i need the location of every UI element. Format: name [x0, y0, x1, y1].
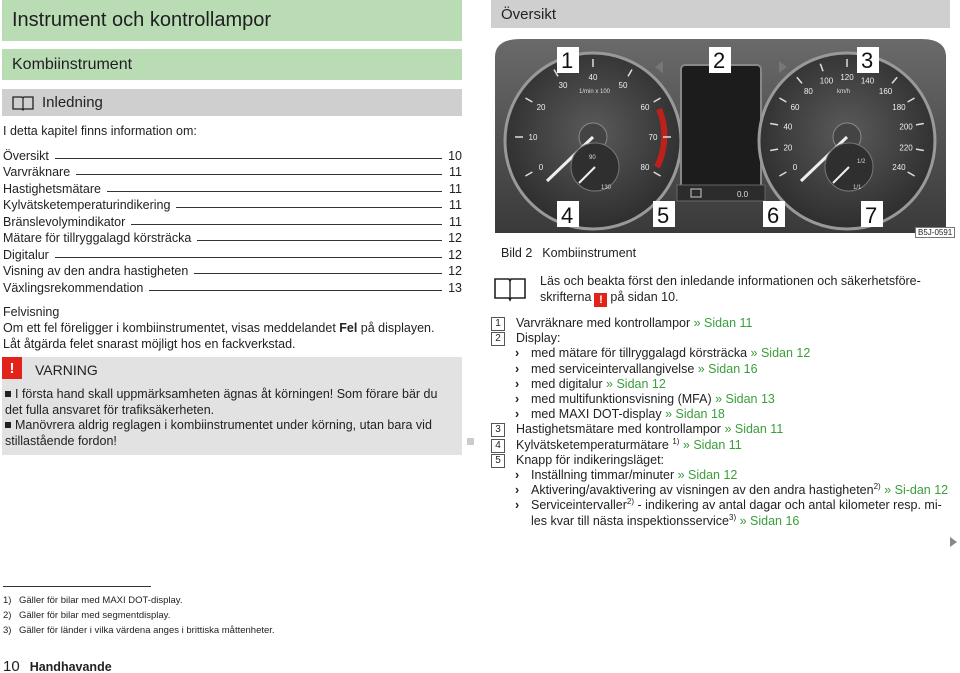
figure-code: B5J-0591	[915, 227, 955, 238]
fault-section	[3, 304, 462, 352]
page-link[interactable]: » Sidan 16	[697, 361, 758, 376]
legend-item	[491, 422, 951, 437]
legend-number: 4	[491, 439, 505, 453]
bullet-square-icon	[5, 391, 11, 397]
page-link[interactable]: » Sidan 11	[693, 316, 753, 330]
legend-item	[491, 331, 951, 346]
toc-label: Växlingsrekommendation	[3, 280, 144, 295]
warning-icon: !	[2, 357, 22, 379]
page-link[interactable]: » Sidan 11	[724, 422, 784, 437]
speedometer-unit: km/h	[837, 89, 851, 95]
intro-heading: Inledning	[42, 94, 103, 111]
warning-item	[5, 418, 457, 449]
instrument-cluster-figure	[491, 37, 950, 237]
svg-text:4: 4	[561, 203, 574, 228]
legend-number: 1	[491, 317, 505, 331]
gauge-tick-label: 20	[783, 143, 793, 153]
legend-subitem	[491, 377, 951, 392]
subitem-text: med serviceintervallangivelse	[531, 361, 698, 376]
tachometer-unit: 1/min x 100	[579, 89, 611, 95]
toc-leader	[76, 174, 442, 175]
callout-2	[709, 47, 731, 73]
bullet-square-icon	[5, 422, 11, 428]
gauge-tick-label: 10	[528, 133, 538, 142]
legend-item	[491, 438, 951, 453]
footnote-ref: 3)	[729, 512, 737, 522]
svg-text:2: 2	[713, 48, 726, 73]
legend-text: Varvräknare med kontrollampor	[516, 316, 694, 330]
read-note-page: på sidan 10.	[610, 289, 679, 304]
toc-leader	[194, 273, 442, 274]
caption-title: Kombiinstrument	[542, 246, 637, 260]
footer-section: Handhavande	[29, 660, 112, 673]
legend-list	[491, 316, 951, 529]
fault-text-end: på displayen.	[357, 321, 435, 335]
overview-heading-band	[491, 0, 950, 28]
toc-leader	[55, 158, 442, 159]
page-link[interactable]: » Sidan 12	[606, 376, 666, 391]
overview-heading: Översikt	[501, 5, 557, 23]
continue-arrow-icon	[950, 537, 957, 547]
subitem-text: Aktivering/avaktivering av visningen av den andra hastigheten	[531, 483, 874, 498]
gauge-tick-label: 160	[878, 87, 893, 97]
toc-label: Kylvätsketemperaturindikering	[3, 198, 171, 212]
warning-item-text: I första hand skall uppmärksamheten ägnas åt körningen! Som förare bär du det fulla ansvaret för trafiksäkerheten.	[5, 387, 438, 417]
gauge-tick-label: 100	[819, 76, 834, 86]
gauge-tick-label: 80	[803, 87, 813, 97]
page-link[interactable]: » Sidan 16	[736, 513, 800, 528]
page-footer	[3, 658, 112, 673]
odometer-panel	[677, 185, 765, 201]
subitem-text-cont: - indikering av antal dagar och antal kilometer resp. mi-les kvar till nästa inspektionsservice	[531, 498, 942, 528]
footnote-text: Gäller för bilar med segmentdisplay.	[19, 610, 171, 621]
footnote	[3, 608, 275, 623]
page-link[interactable]: » Sidan 11	[679, 437, 742, 452]
toc-row[interactable]	[3, 179, 462, 196]
toc-page: 10	[448, 148, 462, 163]
book-icon	[12, 95, 34, 111]
toc-row[interactable]	[3, 196, 462, 213]
toc-leader	[131, 224, 442, 225]
chevron-right-icon: ›	[515, 346, 520, 361]
gauge-tick-label: 60	[790, 103, 800, 112]
gauge-tick-label: 40	[588, 73, 598, 82]
svg-text:3: 3	[861, 48, 874, 73]
legend-subitem	[491, 468, 951, 483]
gauge-tick-label: 140	[860, 76, 875, 86]
toc-leader	[149, 290, 442, 291]
legend-text: Kylvätsketemperaturmätare	[516, 437, 673, 452]
fault-line-1	[3, 320, 462, 336]
toc-label: Hastighetsmätare	[3, 181, 101, 196]
temp-label-high: 130	[601, 185, 612, 191]
subitem-text: med multifunktionsvisning (MFA)	[531, 392, 716, 407]
toc-row[interactable]	[3, 163, 462, 180]
page-link[interactable]: » Sidan 12	[750, 346, 811, 361]
footnote-ref: 2)	[873, 482, 881, 492]
gauge-tick-label: 180	[892, 103, 906, 112]
fault-line-2: Låt åtgärda felet snarast möjligt hos en fackverkstad.	[3, 337, 296, 351]
callout-5	[653, 201, 675, 228]
footnote-ref: 2)	[626, 497, 634, 507]
callout-1	[557, 47, 579, 73]
toc-label: Varvräknare	[3, 165, 71, 179]
fuel-label-full: 1/1	[853, 185, 862, 191]
page-link[interactable]: » Sidan 13	[715, 392, 775, 407]
legend-text: Knapp för indikeringsläget:	[516, 452, 665, 467]
footnote	[3, 593, 275, 608]
toc-page: 12	[448, 247, 462, 262]
legend-subitem	[491, 407, 951, 422]
legend-subitem	[491, 483, 951, 498]
legend-item	[491, 453, 951, 468]
chevron-right-icon: ›	[515, 483, 520, 498]
toc-page: 11	[449, 214, 462, 229]
legend-number: 2	[491, 332, 505, 346]
chapter-title: Kombiinstrument	[12, 55, 133, 73]
legend-subitem	[491, 346, 951, 361]
toc-page: 13	[448, 280, 462, 295]
section-title: Instrument och kontrollampor	[12, 9, 272, 31]
book-read-icon	[493, 276, 527, 302]
fault-text: Om ett fel föreligger i kombiinstrumentet, visas meddelandet	[3, 321, 340, 335]
footnote-ref: 1)	[672, 436, 680, 446]
legend-item	[491, 316, 951, 331]
chevron-right-icon: ›	[515, 498, 520, 513]
gauge-tick-label: 60	[640, 103, 650, 112]
warning-body	[5, 387, 457, 449]
legend-subitem	[491, 392, 951, 407]
caption-prefix: Bild 2	[501, 246, 533, 260]
gauge-tick-label: 20	[536, 103, 546, 112]
toc-label: Översikt	[3, 148, 49, 163]
gauge-tick-label: 70	[648, 133, 658, 142]
toc-label: Digitalur	[3, 247, 49, 262]
fault-keyword: Fel	[339, 321, 358, 335]
warning-title: VARNING	[35, 362, 98, 378]
warning-item	[5, 387, 457, 418]
legend-text: Display:	[516, 331, 561, 346]
toc-row[interactable]	[3, 278, 462, 295]
gauge-tick-label: 200	[899, 122, 913, 132]
page-link[interactable]: » Sidan 18	[665, 407, 725, 422]
toc-page: 12	[448, 231, 462, 245]
footnote-mark: 2)	[3, 610, 12, 621]
page-number: 10	[3, 658, 20, 673]
callout-6	[763, 201, 785, 228]
read-note	[540, 274, 950, 307]
svg-text:1: 1	[561, 48, 574, 73]
subitem-text: Serviceintervaller	[531, 498, 627, 513]
toc-leader	[107, 191, 442, 192]
chevron-right-icon: ›	[515, 361, 520, 376]
toc-leader	[55, 257, 442, 258]
toc-row[interactable]	[3, 146, 462, 163]
center-display	[681, 65, 761, 199]
gauge-tick-label: 50	[618, 81, 628, 91]
legend-number: 5	[491, 454, 505, 468]
toc-row[interactable]	[3, 245, 462, 262]
legend-number: 3	[491, 423, 505, 437]
gauge-tick-label: 220	[899, 143, 913, 153]
legend-text: Hastighetsmätare med kontrollampor	[516, 422, 725, 437]
gauge-tick-label: 80	[640, 163, 650, 172]
subitem-text: med digitalur	[531, 376, 607, 391]
legend-subitem	[491, 498, 951, 528]
odometer-reading: 0.0	[737, 190, 749, 199]
chevron-right-icon: ›	[515, 468, 520, 483]
intro-text: I detta kapitel finns information om:	[3, 124, 197, 138]
toc-leader	[197, 240, 442, 241]
warning-box	[2, 357, 462, 455]
chevron-right-icon: ›	[515, 407, 520, 422]
svg-text:7: 7	[865, 203, 878, 228]
svg-text:6: 6	[767, 203, 780, 228]
fault-heading: Felvisning	[3, 305, 60, 319]
toc-page: 11	[449, 165, 462, 179]
warning-badge-icon: !	[594, 293, 607, 307]
gauge-tick-label: 0	[792, 163, 798, 172]
legend-subitem	[491, 362, 951, 377]
footnote	[3, 623, 275, 638]
section-title-band	[2, 0, 462, 41]
subitem-text: med mätare för tillryggalagd körsträcka	[531, 346, 751, 361]
gauge-tick-label: 240	[892, 163, 906, 172]
callout-3	[857, 47, 879, 73]
toc-page: 11	[449, 181, 462, 196]
table-of-contents	[3, 146, 462, 295]
svg-text:5: 5	[657, 203, 670, 228]
footnotes	[3, 593, 275, 638]
gauge-tick-label: 30	[558, 81, 568, 91]
intro-heading-band	[2, 89, 462, 116]
fuel-label-half: 1/2	[857, 159, 866, 165]
footnote-text: Gäller för länder i vilka värdena anges i brittiska måttenheter.	[19, 625, 275, 636]
callout-4	[557, 201, 579, 228]
read-note-text: Läs och beakta först den inledande informationen och säkerhetsföre-skrifterna	[540, 274, 921, 304]
footnote-text: Gäller för bilar med MAXI DOT-display.	[19, 595, 183, 606]
subitem-text: Inställning timmar/minuter	[531, 468, 678, 483]
callout-7	[861, 201, 883, 228]
gauge-tick-label: 120	[840, 73, 854, 82]
page-link[interactable]: » Si-dan 12	[880, 483, 949, 498]
toc-row[interactable]	[3, 262, 462, 279]
toc-row[interactable]	[3, 229, 462, 246]
chapter-title-band	[2, 49, 462, 80]
toc-label: Bränslevolymindikator	[3, 214, 126, 229]
footnote-mark: 3)	[3, 625, 12, 636]
page-link[interactable]: » Sidan 12	[677, 468, 738, 483]
temp-label-mid: 90	[589, 155, 596, 161]
toc-label: Visning av den andra hastigheten	[3, 264, 189, 278]
toc-label: Mätare för tillryggalagd körsträcka	[3, 231, 192, 245]
toc-leader	[176, 207, 442, 208]
toc-row[interactable]	[3, 212, 462, 229]
chevron-right-icon: ›	[515, 392, 520, 407]
footnote-mark: 1)	[3, 595, 12, 606]
gauge-tick-label: 0	[538, 163, 544, 172]
figure-caption	[501, 246, 636, 260]
gauge-tick-label: 40	[783, 122, 793, 132]
toc-page: 11	[449, 198, 462, 212]
toc-page: 12	[448, 264, 462, 278]
end-marker	[467, 438, 474, 445]
footnote-rule	[3, 586, 151, 587]
warning-item-text: Manövrera aldrig reglagen i kombiinstrumentet under körning, utan bara vid stillastående fordon!	[5, 418, 432, 448]
subitem-text: med MAXI DOT-display	[531, 407, 666, 422]
chevron-right-icon: ›	[515, 376, 520, 391]
